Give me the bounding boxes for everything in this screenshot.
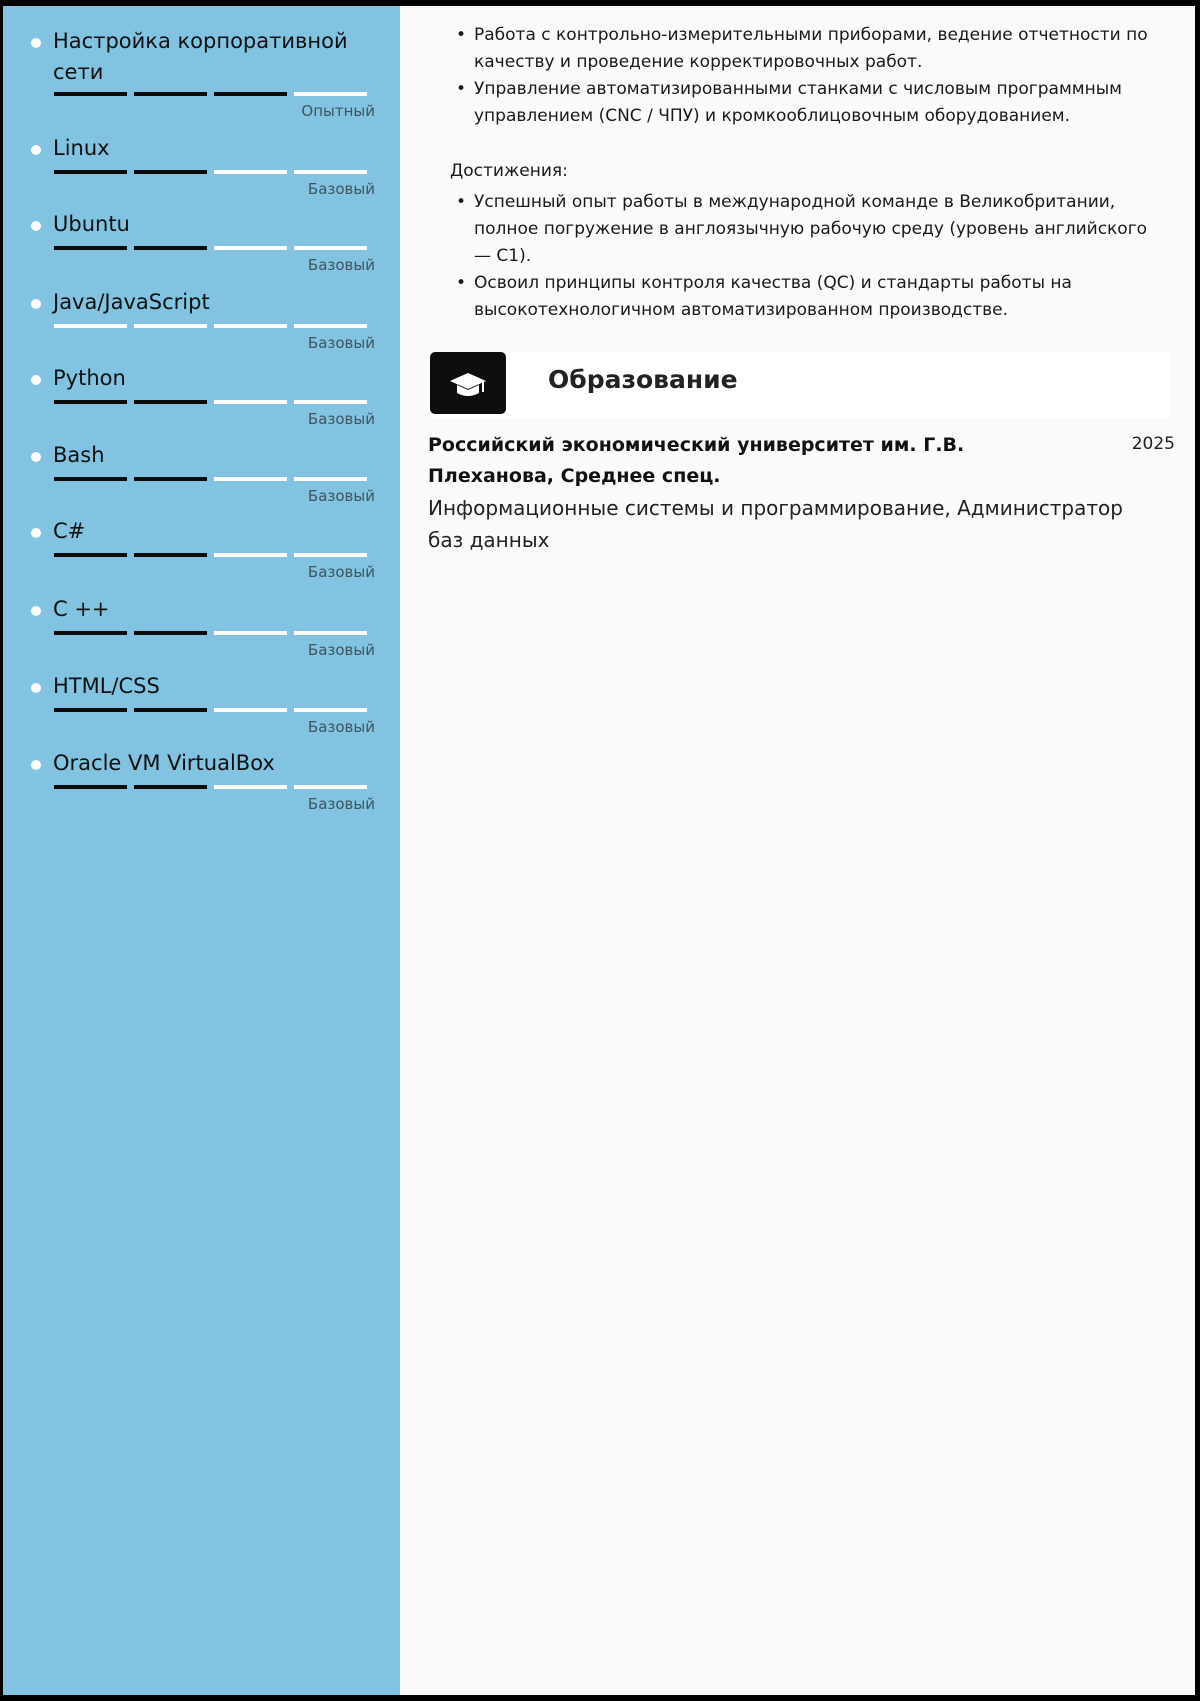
level-bar-filled (134, 708, 207, 712)
level-bar-empty (214, 553, 287, 557)
level-bar-empty (294, 324, 367, 328)
bullet-dot-icon (31, 38, 41, 48)
skill-level-bars (54, 246, 374, 250)
level-bar-filled (134, 400, 207, 404)
level-bar-empty (214, 246, 287, 250)
bullet-dot-icon (31, 452, 41, 462)
level-bar-empty (54, 324, 127, 328)
skill-name: Oracle VM VirtualBox (53, 751, 275, 775)
skill-name: Настройка корпоративной сети (53, 29, 348, 84)
skill-level-label: Базовый (307, 410, 375, 428)
skill-name: Java/JavaScript (53, 290, 210, 314)
duties-list (452, 22, 1162, 130)
level-bar-empty (294, 631, 367, 635)
duty-text: Работа с контрольно-измерительными приборами, ведение отчетности по качеству и проведение корректировочных работ. (474, 25, 1148, 72)
skills-sidebar (3, 6, 400, 1695)
level-bar-filled (134, 170, 207, 174)
duty-item: • Работа с контрольно-измерительными приборами, ведение отчетности по качеству и проведение корректировочных работ. (456, 25, 1148, 72)
skill-level-label: Базовый (307, 487, 375, 505)
skill-level-label: Базовый (307, 180, 375, 198)
skill-level-bars (54, 785, 374, 789)
achievements-list (452, 189, 1162, 324)
skill-level-bars (54, 400, 374, 404)
duty-item: • Управление автоматизированными станками с числовым программным управлением (CNC / ЧПУ) и кромкооблицовочным оборудованием. (456, 79, 1122, 126)
level-bar-filled (134, 785, 207, 789)
skill-name: Bash (53, 443, 105, 467)
skill-name: Linux (53, 136, 110, 160)
skill-name: C# (53, 519, 86, 543)
level-bar-filled (134, 553, 207, 557)
section-title: Образование (548, 365, 738, 394)
level-bar-empty (294, 553, 367, 557)
skill-level-bars (54, 170, 374, 174)
bullet-dot-icon (31, 221, 41, 231)
level-bar-filled (54, 170, 127, 174)
level-bar-filled (54, 246, 127, 250)
skill-name: HTML/CSS (53, 674, 160, 698)
level-bar-empty (294, 92, 367, 96)
skill-level-label: Базовый (307, 641, 375, 659)
bullet-dot-icon (31, 606, 41, 616)
achievements-label: Достижения: (450, 161, 568, 181)
skill-level-label: Базовый (307, 563, 375, 581)
skill-name: Ubuntu (53, 212, 130, 236)
bullet-dot-icon (31, 299, 41, 309)
level-bar-filled (54, 708, 127, 712)
education-program: Информационные системы и программирование, Администратор баз данных (428, 496, 1123, 552)
skill-level-label: Базовый (307, 256, 375, 274)
level-bar-filled (134, 477, 207, 481)
duty-text: Управление автоматизированными станками с числовым программным управлением (CNC / ЧПУ) и кромкооблицовочным оборудованием. (474, 79, 1122, 126)
skill-level-bars (54, 631, 374, 635)
level-bar-empty (214, 477, 287, 481)
level-bar-filled (134, 246, 207, 250)
level-bar-empty (134, 324, 207, 328)
education-year: 2025 (1131, 434, 1175, 454)
skill-level-label: Опытный (301, 102, 375, 120)
graduation-cap-icon (430, 352, 506, 414)
achievement-item: • Освоил принципы контроля качества (QC) и стандарты работы на высокотехнологичном автоматизированном производстве. (456, 273, 1072, 320)
level-bar-empty (294, 246, 367, 250)
level-bar-empty (214, 708, 287, 712)
main-content (400, 6, 1195, 1695)
achievement-text: Освоил принципы контроля качества (QC) и стандарты работы на высокотехнологичном автоматизированном производстве. (474, 273, 1072, 320)
education-section-header (430, 352, 1170, 418)
level-bar-empty (294, 477, 367, 481)
skill-level-bars (54, 553, 374, 557)
skill-level-bars (54, 324, 374, 328)
bullet-dot-icon (31, 145, 41, 155)
skill-name: C ++ (53, 597, 110, 621)
level-bar-filled (134, 92, 207, 96)
skill-level-bars (54, 477, 374, 481)
achievement-text: Успешный опыт работы в международной команде в Великобритании, полное погружение в англоязычную рабочую среду (уровень английского — C1). (474, 192, 1148, 266)
education-institution: Российский экономический университет им. Г.В. Плеханова, Среднее спец. (428, 434, 965, 487)
skill-level-bars (54, 92, 374, 96)
level-bar-empty (214, 631, 287, 635)
level-bar-filled (134, 631, 207, 635)
level-bar-empty (214, 170, 287, 174)
level-bar-filled (54, 92, 127, 96)
level-bar-empty (294, 170, 367, 174)
bullet-dot-icon (31, 760, 41, 770)
level-bar-empty (294, 708, 367, 712)
resume-page (3, 6, 1195, 1695)
skill-level-label: Базовый (307, 718, 375, 736)
level-bar-empty (214, 785, 287, 789)
skill-level-label: Базовый (307, 334, 375, 352)
skill-level-label: Базовый (307, 795, 375, 813)
level-bar-filled (54, 477, 127, 481)
level-bar-filled (54, 553, 127, 557)
level-bar-filled (54, 785, 127, 789)
level-bar-empty (294, 785, 367, 789)
level-bar-filled (54, 400, 127, 404)
skill-level-bars (54, 708, 374, 712)
level-bar-empty (214, 400, 287, 404)
level-bar-empty (214, 324, 287, 328)
skill-name: Python (53, 366, 126, 390)
bullet-dot-icon (31, 528, 41, 538)
bullet-dot-icon (31, 375, 41, 385)
level-bar-filled (214, 92, 287, 96)
achievement-item: • Успешный опыт работы в международной команде в Великобритании, полное погружение в англоязычную рабочую среду (уровень английского — C1). (456, 192, 1148, 266)
bullet-dot-icon (31, 683, 41, 693)
level-bar-empty (294, 400, 367, 404)
level-bar-filled (54, 631, 127, 635)
